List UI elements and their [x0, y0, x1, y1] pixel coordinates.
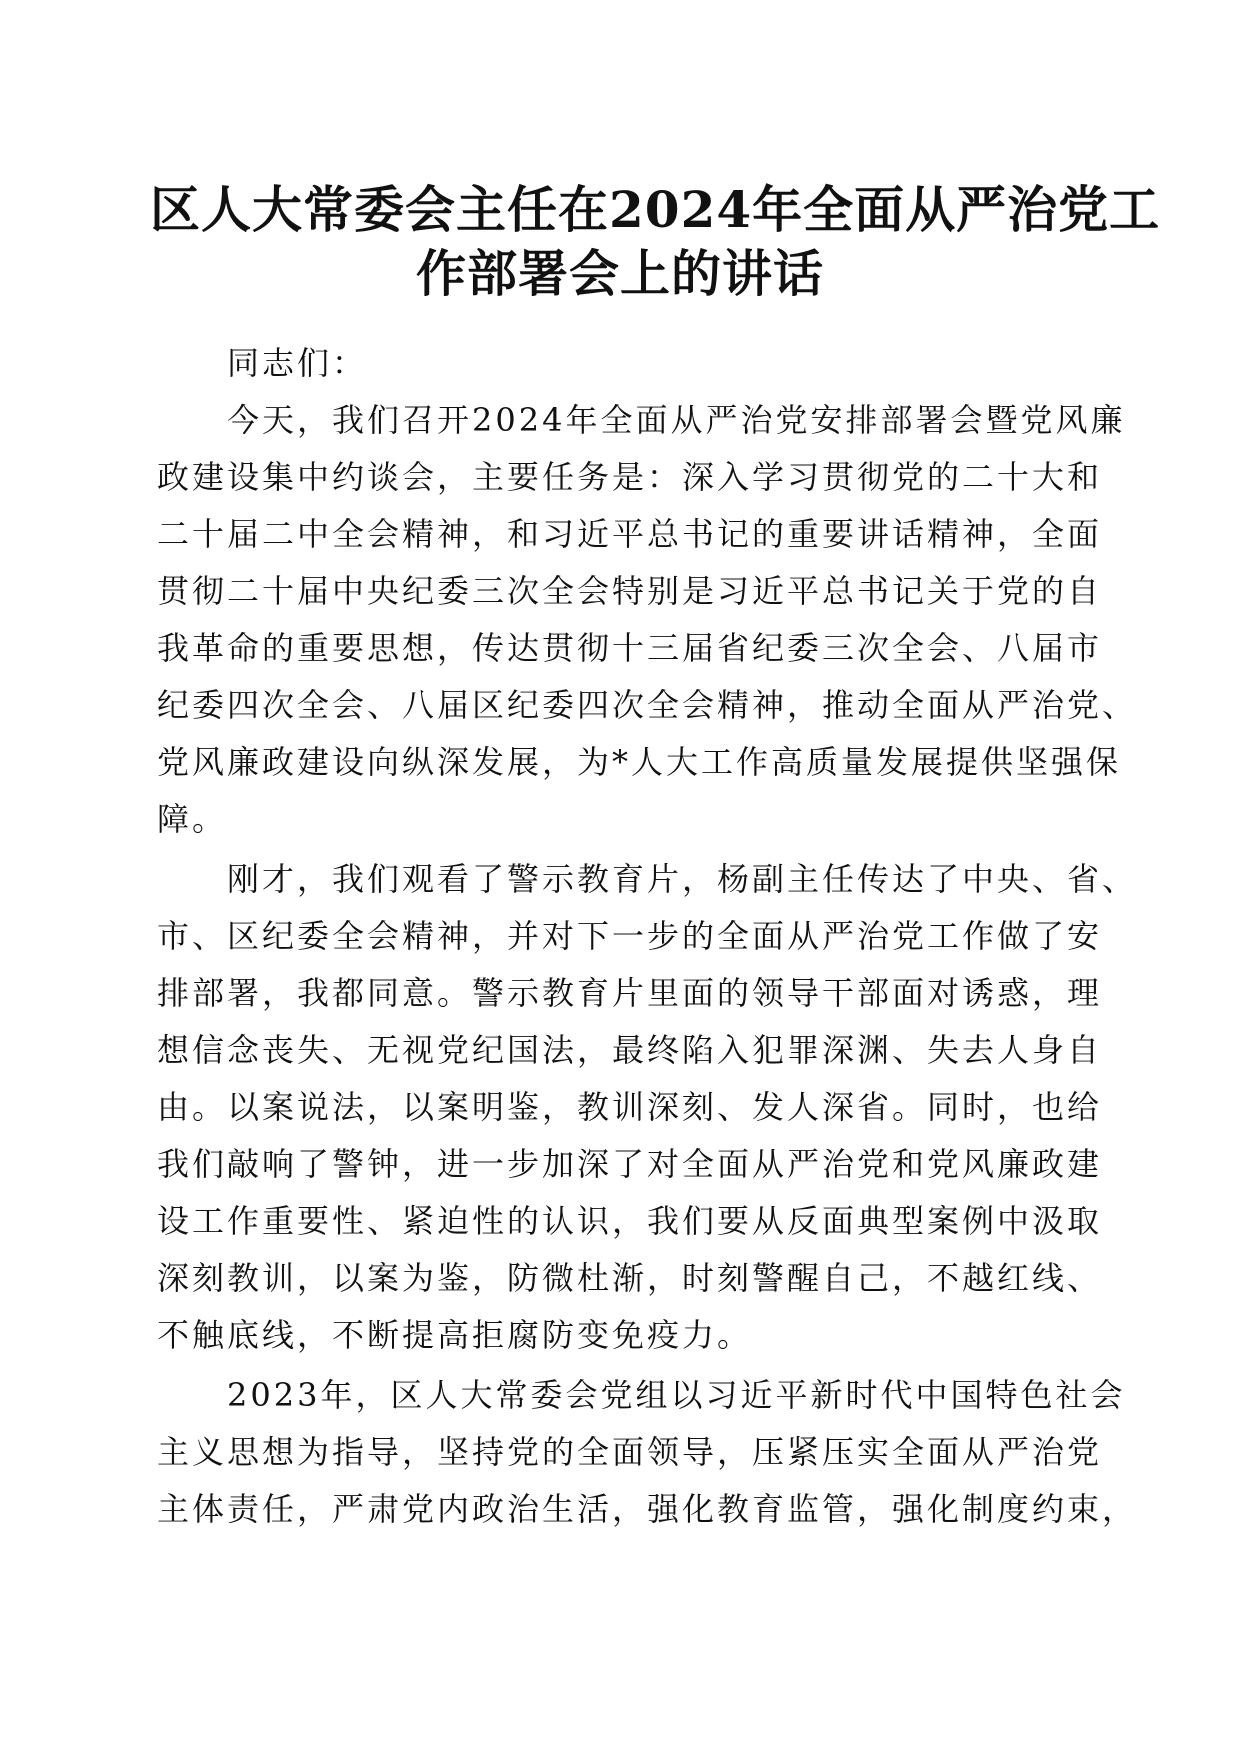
- document-body: [157, 335, 1138, 1538]
- text-line: 政建设集中约谈会，主要任务是：深入学习贯彻党的二十大和: [157, 458, 1103, 496]
- text-line: 我们敲响了警钟，进一步加深了对全面从严治党和党风廉政建: [157, 1145, 1103, 1183]
- text-line: 二十届二中全会精神，和习近平总书记的重要讲话精神，全面: [157, 515, 1103, 553]
- text-line: 贯彻二十届中央纪委三次全会特别是习近平总书记关于党的自: [157, 572, 1103, 610]
- text-line: 障。: [157, 800, 228, 838]
- paragraph-3: [157, 1367, 1138, 1538]
- text-line: 党风廉政建设向纵深发展，为*人大工作高质量发展提供坚强保: [157, 743, 1122, 781]
- text-line: 由。以案说法，以案明鉴，教训深刻、发人深省。同时，也给: [157, 1088, 1103, 1126]
- text-line: 市、区纪委全会精神，并对下一步的全面从严治党工作做了安: [157, 917, 1103, 955]
- text-line: 排部署，我都同意。警示教育片里面的领导干部面对诱惑，理: [157, 974, 1103, 1012]
- paragraph-1: [157, 392, 1138, 848]
- text-line: 我革命的重要思想，传达贯彻十三届省纪委三次全会、八届市: [157, 629, 1103, 667]
- text-line: 主义思想为指导，坚持党的全面领导，压紧压实全面从严治党: [157, 1433, 1103, 1471]
- title-line-2: 作部署会上的讲话: [416, 244, 824, 303]
- text-line: 纪委四次全会、八届区纪委四次全会精神，推动全面从严治党、: [157, 686, 1138, 724]
- text-line: 设工作重要性、紧迫性的认识，我们要从反面典型案例中汲取: [157, 1202, 1103, 1240]
- text-line: 深刻教训，以案为鉴，防微杜渐，时刻警醒自己，不越红线、: [157, 1259, 1103, 1297]
- text-line: 同志们：: [157, 344, 368, 382]
- paragraph-2: [157, 851, 1138, 1364]
- text-line: 刚才，我们观看了警示教育片，杨副主任传达了中央、省、: [157, 860, 1138, 898]
- title-line-1: 区人大常委会主任在2024年全面从严治党工: [150, 180, 1161, 239]
- document-title: [150, 178, 1161, 306]
- text-line: 今天，我们召开2024年全面从严治党安排部署会暨党风廉: [157, 401, 1126, 439]
- text-line: 不触底线，不断提高拒腐防变免疫力。: [157, 1316, 753, 1354]
- paragraph-salutation: [157, 335, 1077, 392]
- text-line: 想信念丧失、无视党纪国法，最终陷入犯罪深渊、失去人身自: [157, 1031, 1103, 1069]
- text-line: 主体责任，严肃党内政治生活，强化教育监管，强化制度约束，: [157, 1490, 1138, 1528]
- text-line: 2023年，区人大常委会党组以习近平新时代中国特色社会: [157, 1376, 1126, 1414]
